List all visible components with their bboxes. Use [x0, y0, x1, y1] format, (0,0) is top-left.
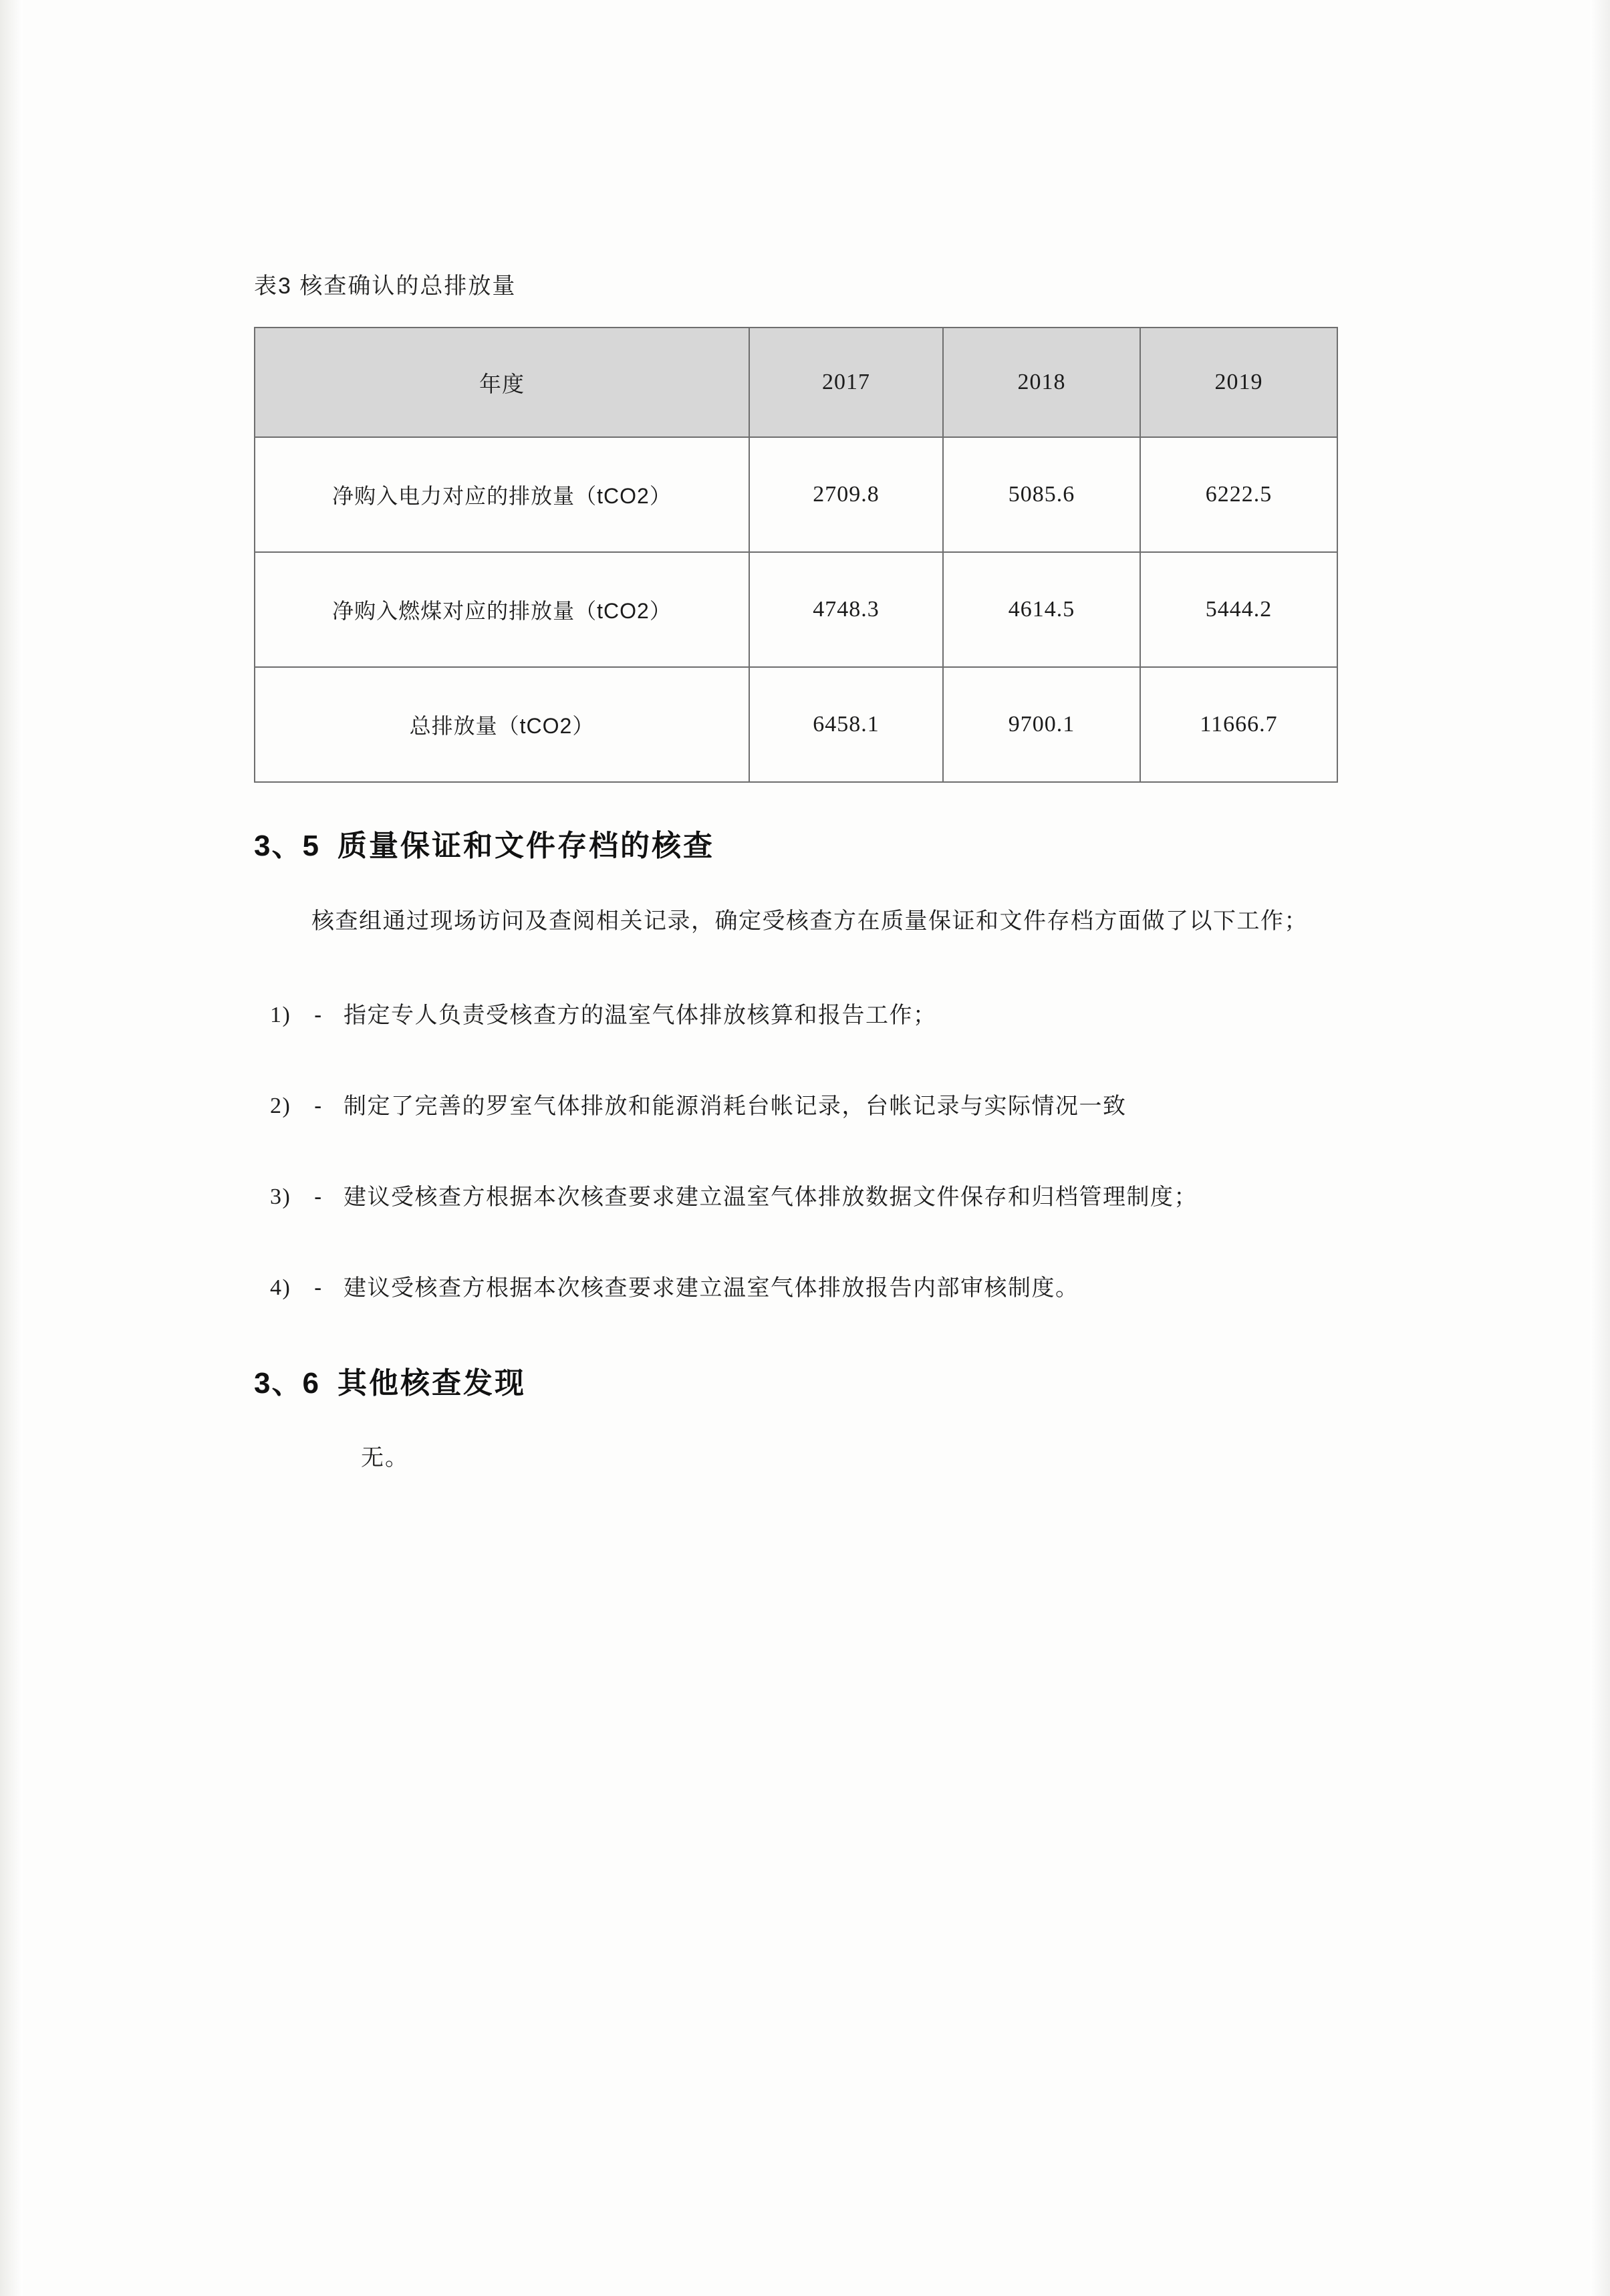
list-item-text: 建议受核查方根据本次核查要求建立温室气体排放报告内部审核制度。 — [344, 1275, 1079, 1301]
list-item-dash: - — [314, 1003, 323, 1028]
table-cell-value: 6458.1 — [749, 667, 943, 782]
table-header-row — [255, 328, 1337, 437]
section-heading-35 — [254, 821, 1377, 864]
section-number-35: 3、5 — [254, 830, 320, 862]
list-item-marker: 1) — [270, 1003, 291, 1027]
table-cell-value: 9700.1 — [943, 667, 1140, 782]
list-item-dash: - — [314, 1275, 323, 1301]
table-row — [255, 552, 1337, 667]
table-header — [255, 328, 1337, 437]
list-item-dash: - — [314, 1184, 323, 1210]
list-item — [254, 1170, 1377, 1224]
table-row — [255, 437, 1337, 552]
table-header-cell-2019: 2019 — [1140, 328, 1337, 437]
list-item-dash: - — [314, 1094, 323, 1119]
emission-table — [254, 327, 1338, 783]
list-item-text: 指定专人负责受核查方的温室气体排放核算和报告工作； — [344, 1003, 937, 1028]
table-header-cell-2018: 2018 — [943, 328, 1140, 437]
list-item — [254, 1261, 1377, 1315]
page-content — [254, 267, 1377, 1472]
table-row-label: 总排放量（tCO2） — [255, 667, 749, 782]
list-item-marker: 4) — [270, 1275, 291, 1300]
list-item — [254, 1079, 1377, 1133]
table-row-label: 净购入燃煤对应的排放量（tCO2） — [255, 552, 749, 667]
table-caption: 表3 核查确认的总排放量 — [254, 273, 517, 299]
list-item-text: 建议受核查方根据本次核查要求建立温室气体排放数据文件保存和归档管理制度； — [344, 1184, 1198, 1210]
table-cell-value: 11666.7 — [1140, 667, 1337, 782]
table-cell-value: 2709.8 — [749, 437, 943, 552]
section-36-body: 无。 — [361, 1445, 409, 1471]
section-title-36: 其他核查发现 — [337, 1367, 526, 1400]
table-cell-value: 5085.6 — [943, 437, 1140, 552]
scan-edge-right — [1590, 0, 1610, 2296]
table-body — [255, 437, 1337, 782]
table-row — [255, 667, 1337, 782]
table-cell-value: 5444.2 — [1140, 552, 1337, 667]
list-item — [254, 989, 1377, 1042]
section-number-36: 3、6 — [254, 1367, 320, 1400]
section-title-35: 质量保证和文件存档的核查 — [337, 830, 714, 862]
list-item-text: 制定了完善的罗室气体排放和能源消耗台帐记录，台帐记录与实际情况一致 — [344, 1094, 1127, 1119]
table-cell-value: 6222.5 — [1140, 437, 1337, 552]
section-heading-36 — [254, 1359, 1377, 1402]
table-header-cell-year: 年度 — [255, 328, 749, 437]
table-row-label: 净购入电力对应的排放量（tCO2） — [255, 437, 749, 552]
list-item-marker: 3) — [270, 1184, 291, 1209]
list-item-marker: 2) — [270, 1094, 291, 1118]
table-cell-value: 4748.3 — [749, 552, 943, 667]
section-35-list — [254, 989, 1377, 1315]
scan-edge-left — [0, 0, 23, 2296]
section-35-paragraph: 核查组通过现场访问及查阅相关记录，确定受核查方在质量保证和文件存档方面做了以下工作； — [311, 908, 1308, 934]
table-header-cell-2017: 2017 — [749, 328, 943, 437]
table-cell-value: 4614.5 — [943, 552, 1140, 667]
